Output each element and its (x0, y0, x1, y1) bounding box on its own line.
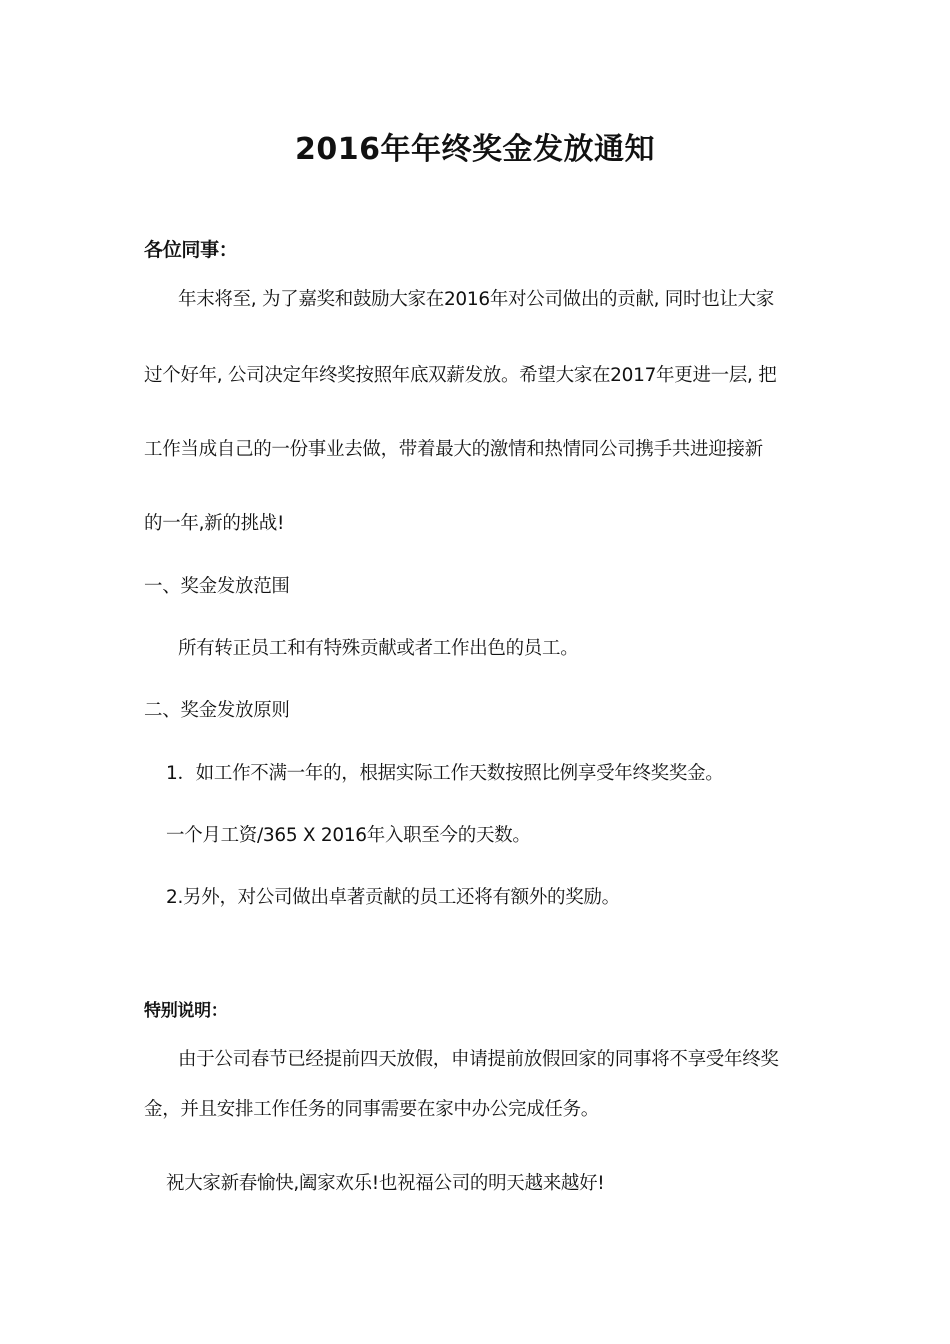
special-heading: 特别说明： (144, 1001, 228, 1021)
closing-line: 祝大家新春愉快,阖家欢乐!也祝福公司的明天越来越好! (166, 1173, 605, 1194)
section1-body: 所有转正员工和有特殊贡献或者工作出色的员工。 (178, 638, 579, 659)
document-title: 2016年年终奖金发放通知 (295, 132, 655, 167)
section2-formula: 一个月工资/365 X 2016年入职至今的天数。 (166, 825, 531, 846)
intro-line-2: 过个好年, 公司决定年终奖按照年底双薪发放。希望大家在2017年更进一层, 把 (144, 365, 777, 386)
section2-item1: 1．如工作不满一年的，根据实际工作天数按照比例享受年终奖奖金。 (166, 763, 724, 784)
intro-line-4: 的一年,新的挑战! (144, 513, 285, 534)
special-body-line-2: 金，并且安排工作任务的同事需要在家中办公完成任务。 (144, 1099, 600, 1120)
section2-heading: 二、奖金发放原则 (144, 700, 290, 721)
special-body-line-1: 由于公司春节已经提前四天放假，申请提前放假回家的同事将不享受年终奖 (178, 1049, 779, 1070)
intro-line-1: 年末将至, 为了嘉奖和鼓励大家在2016年对公司做出的贡献, 同时也让大家 (178, 289, 775, 310)
intro-line-3: 工作当成自己的一份事业去做，带着最大的激情和热情同公司携手共进迎接新 (144, 439, 763, 460)
salutation: 各位同事： (144, 239, 238, 261)
section2-item2: 2.另外，对公司做出卓著贡献的员工还将有额外的奖励。 (166, 887, 620, 908)
section1-heading: 一、奖金发放范围 (144, 576, 290, 597)
